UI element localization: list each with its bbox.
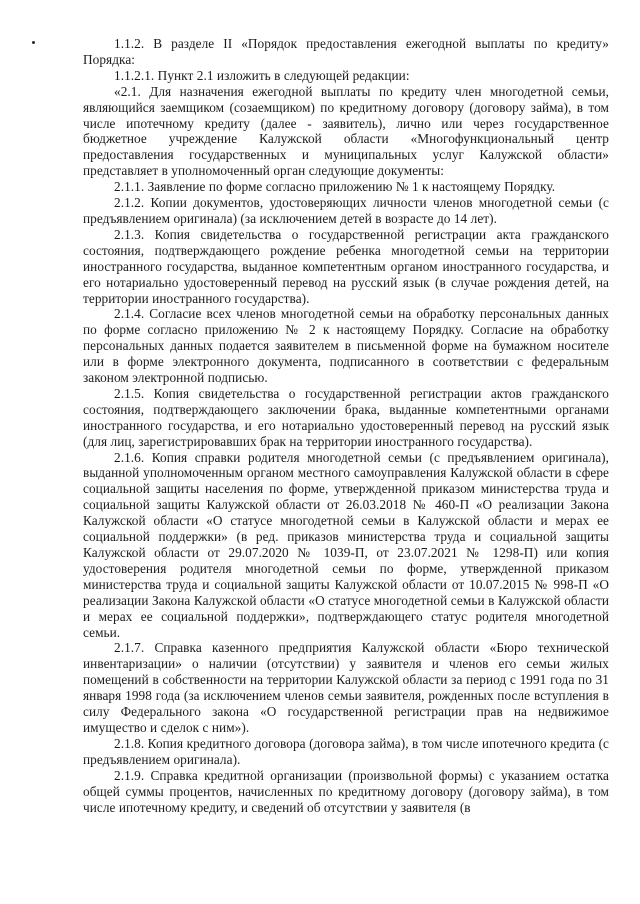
paragraph-2-1-4: 2.1.4. Согласие всех членов многодетной семьи на обработку персональных данных по форме согласно приложению № 2 к настоящему Порядку. Согласие на обработку персональных данных подается заявителем в письменной форме на бумажном носителе или в форме электронного документа, подписанного в соответствии с федеральным законом электронной подписью.: [83, 306, 609, 386]
paragraph-2-1-1: 2.1.1. Заявление по форме согласно приложению № 1 к настоящему Порядку.: [114, 179, 556, 195]
paragraph-1-1-2-1: 1.1.2.1. Пункт 2.1 изложить в следующей редакции:: [114, 67, 410, 83]
document-body: [83, 36, 609, 815]
paragraph-2-1-5: 2.1.5. Копия свидетельства о государственной регистрации актов гражданского состояния, подтверждающего заключении брака, выданные компетентными органами иностранного государства, и его нотариально удостоверенный перевод на русский язык (для лиц, зарегистрировавших брак на территории иностранного государства).: [83, 385, 609, 449]
paragraph-2-1-3: 2.1.3. Копия свидетельства о государственной регистрации акта гражданского состояния, подтверждающего рождение ребенка многодетной семьи на территории иностранного государства, выданное компетентным органом иностранного государства, и его нотариально удостоверенный перевод на русский язык (в случае рождения детей, на территории иностранного государства).: [83, 226, 609, 306]
scan-speck: [32, 41, 35, 44]
paragraph-2-1-6: 2.1.6. Копия справки родителя многодетной семьи (с предъявлением оригинала), выданной уполномоченным органом местного самоуправления Калужской области в сфере социальной защиты населения по форме, утвержденной приказом министерства труда и социальной защиты Калужской области от 26.03.2018 № 460-П «О реализации Закона Калужской области «О статусе многодетной семьи в Калужской области и мерах ее социальной поддержки» (в ред. приказов министерства труда и социальной защиты Калужской области от 29.07.2020 № 1039-П, от 23.07.2021 № 1298-П) или копия удостоверения родителя многодетной семьи по форме, утвержденной приказом министерства труда и социальной защиты Калужской области от 10.07.2015 № 998-П «О реализации Закона Калужской области «О статусе многодетной семьи в Калужской области и мерах ее социальной поддержки», подтверждающего статус родителя многодетной семьи.: [83, 449, 609, 640]
paragraph-2-1-7: 2.1.7. Справка казенного предприятия Калужской области «Бюро технической инвентаризации» о наличии (отсутствии) у заявителя и членов его семьи жилых помещений в собственности на территории Калужской области за период с 1991 года по 31 января 1998 года (за исключением членов семьи заявителя, рожденных после вступления в силу Федерального закона «О государственной регистрации прав на недвижимое имущество и сделок с ним»).: [83, 640, 609, 735]
paragraph-2-1-8: 2.1.8. Копия кредитного договора (договора займа), в том числе ипотечного кредита (с предъявлением оригинала).: [83, 735, 609, 767]
paragraph-2-1: «2.1. Для назначения ежегодной выплаты по кредиту член многодетной семьи, являющийся заемщиком (созаемщиком) по кредитному договору (договору займа), в том числе ипотечному кредиту (далее - заявитель), лично или через государственное бюджетное учреждение Калужской области «Многофункциональный центр предоставления государственных и муниципальных услуг Калужской области» представляет в уполномоченный орган следующие документы:: [83, 83, 609, 179]
paragraph-1-1-2: 1.1.2. В разделе II «Порядок предоставления ежегодной выплаты по кредиту» Порядка:: [83, 36, 609, 67]
paragraph-2-1-2: 2.1.2. Копии документов, удостоверяющих личности членов многодетной семьи (с предъявлением оригинала) (за исключением детей в возрасте до 14 лет).: [83, 195, 609, 226]
paragraph-2-1-9: 2.1.9. Справка кредитной организации (произвольной формы) с указанием остатка общей суммы процентов, начисленных по кредитному договору (договору займа), в том числе ипотечному кредиту, и сведений об отсутствии у заявителя (в: [83, 767, 609, 815]
